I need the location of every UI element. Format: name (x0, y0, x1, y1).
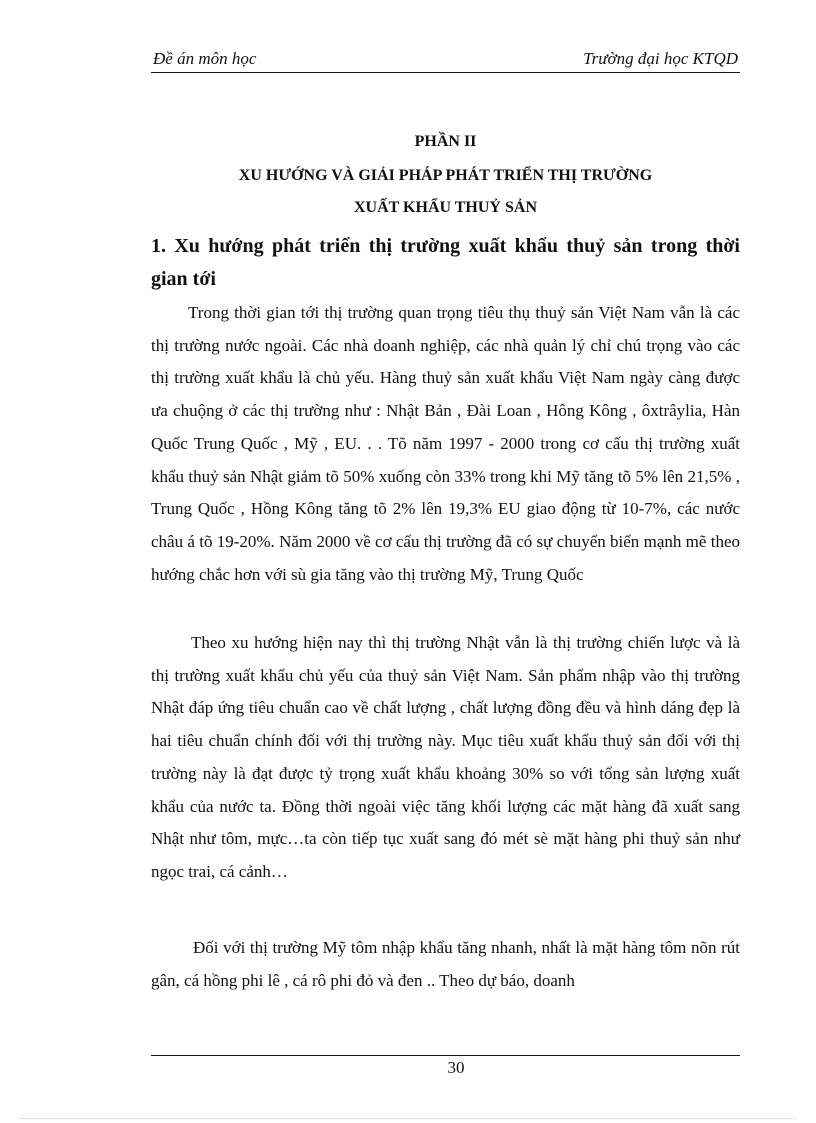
body-paragraph-3: Đối với thị trường Mỹ tôm nhập khẩu tăng nhanh, nhất là mặt hàng tôm nõn rút gân, cá hồng phi lê , cá rô phi đỏ và đen .. Theo dự báo, doanh (151, 938, 740, 990)
part-title-line2: XUẤT KHẨU THUỶ SẢN (354, 199, 537, 216)
section-heading: 1. Xu hướng phát triển thị trường xuất khẩu thuỷ sản trong thời gian tới (151, 235, 740, 290)
body-paragraph-1: Trong thời gian tới thị trường quan trọng tiêu thụ thuỷ sản Việt Nam vẫn là các thị trường nước ngoài. Các nhà doanh nghiệp, các nhà quản lý chỉ chú trọng vào các thị trường xuất khẩu là chủ yếu. Hàng thuỷ sản xuất khẩu Việt Nam ngày càng được ưa chuộng ở các thị trường như : Nhật Bản , Đài Loan , Hông Kông , ôxtrâylia, Hàn Quốc Trung Quốc , Mỹ , EU. . . Tõ năm 1997 - 2000 trong cơ cấu thị trường xuất khẩu thuỷ sản Nhật giảm tõ 50% xuống còn 33% trong khi Mỹ tăng tõ 5% lên 21,5% , Trung Quốc , Hồng Kông tăng tõ 2% lên 19,3% EU giao động từ 10-7%, các nước châu á tõ 19-20%. Năm 2000 về cơ cấu thị trường đã có sự chuyển biến mạnh mẽ theo hướng chắc hơn với sù gia tăng vào thị trường Mỹ, Trung Quốc (151, 303, 740, 584)
part-label: PHẦN II (414, 133, 477, 150)
header-right-text: Trường đại học KTQD (583, 49, 738, 68)
body-paragraph-2: Theo xu hướng hiện nay thì thị trường Nhật vẫn là thị trường chiến lược và là thị trường xuất khẩu chủ yếu của thuỷ sản Việt Nam. Sản phẩm nhập vào thị trường Nhật đáp ứng tiêu chuẩn cao về chất lượng , chất lượng đồng đều và hình dáng đẹp là hai tiêu chuẩn chính đối với thị trường này. Mục tiêu xuất khẩu thuỷ sản đối với thị trường này là đạt được tỷ trọng xuất khẩu khoảng 30% so với tổng sản lượng xuất khẩu của nước ta. Đồng thời ngoài việc tăng khối lượng các mặt hàng đã xuất sang Nhật như tôm, mực…ta còn tiếp tục xuất sang đó mét sè mặt hàng phi thuỷ sản như ngọc trai, cá cảnh… (151, 633, 740, 881)
page-edge-dotted-line (20, 1118, 796, 1119)
part-title-line1: XU HƯỚNG VÀ GIẢI PHÁP PHÁT TRIỂN THỊ TRƯỜNG (238, 167, 653, 184)
page-number: 30 (447, 1058, 465, 1077)
header-left-text: Đề án môn học (153, 49, 257, 68)
footer-divider (151, 1055, 740, 1056)
header-divider (151, 72, 740, 73)
